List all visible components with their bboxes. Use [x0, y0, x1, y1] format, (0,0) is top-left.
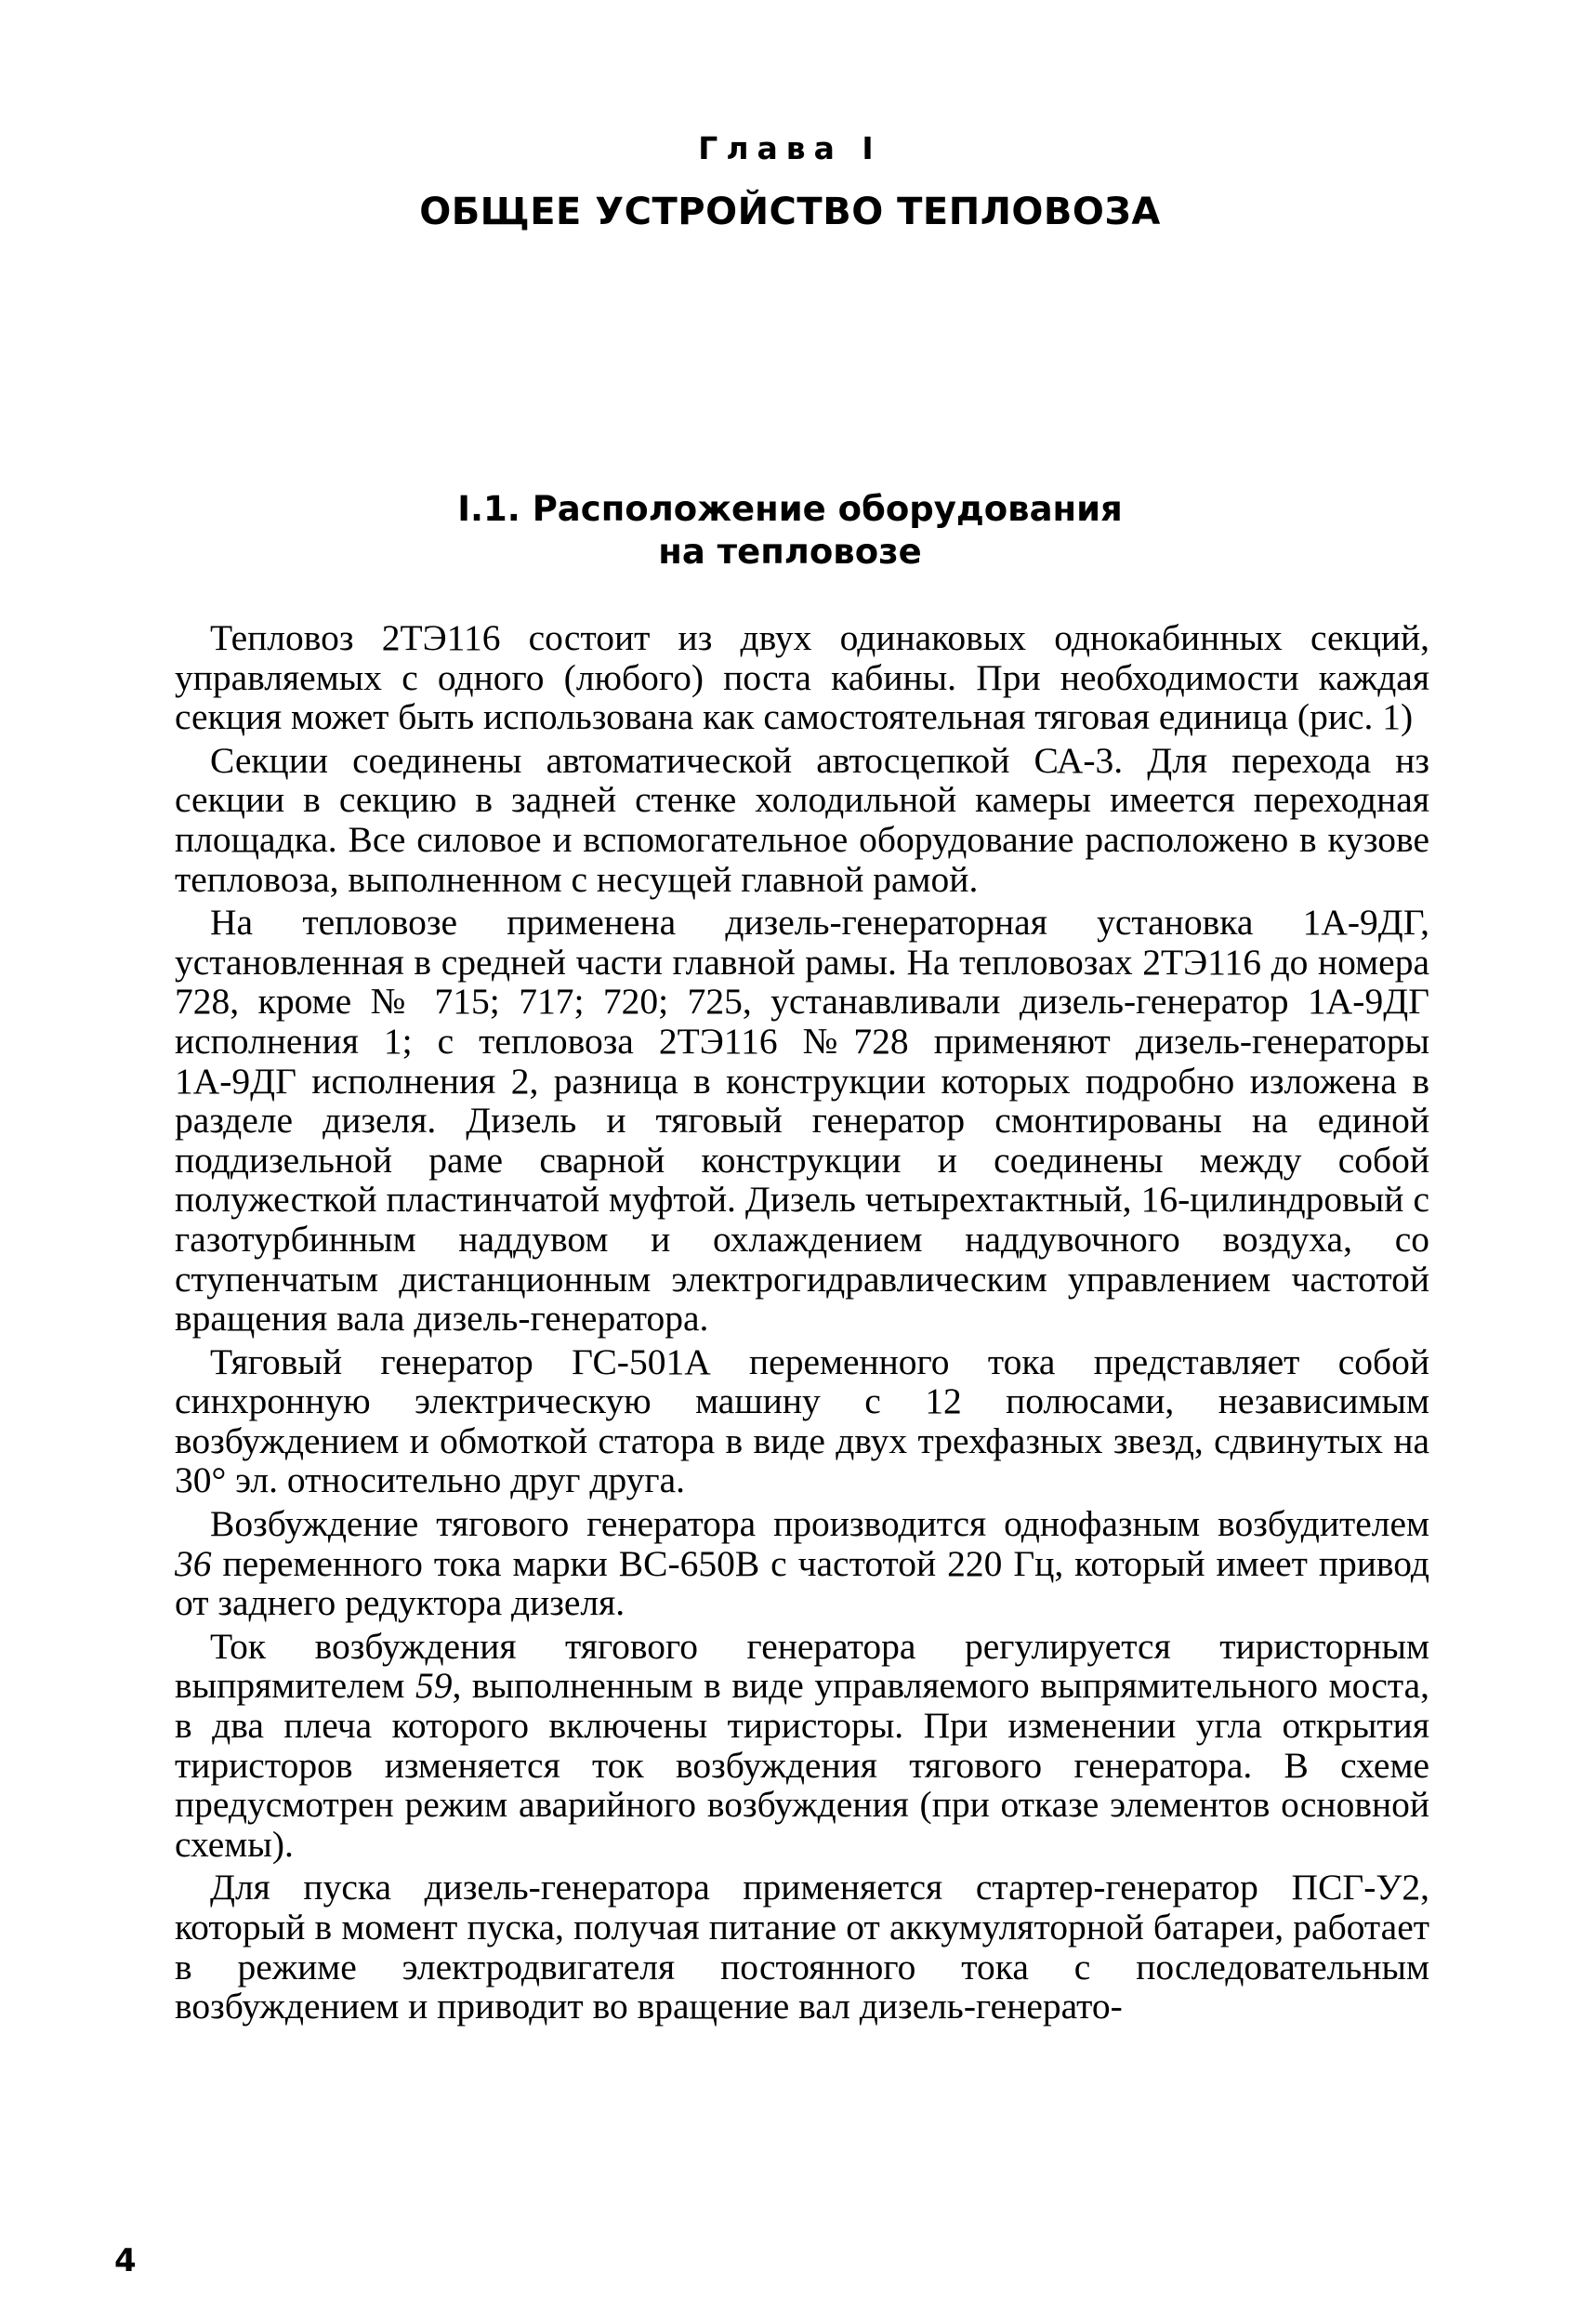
paragraph-6-text-end: , выполненным в виде управляемого выпрямительного моста, в два плеча которого включены тиристоры. При изменении угла открытия тиристоров изменяется ток возбуждения тягового генератора. В схеме предусмотрен режим аварийного возбуждения (при отказе элементов основной схемы). [175, 1665, 1430, 1865]
paragraph-7: Для пуска дизель-генератора применяется стартер-генератор ПСГ-У2, который в момент пуска, получая питание от аккумуляторной батареи, работает в режиме электродвигателя постоянного тока с последовательным возбуждением и приводит во вращение вал дизель-генерато- [175, 1867, 1429, 2027]
chapter-label: Глава I [698, 130, 882, 166]
body-text [175, 618, 1429, 2030]
paragraph-6 [175, 1627, 1429, 1865]
paragraph-5 [175, 1504, 1429, 1623]
paragraph-3: На тепловозе применена дизель-генераторная установка 1А-9ДГ, установленная в средней части главной рамы. На тепловозах 2ТЭ116 до номера 728, кроме № 715; 717; 720; 725, устанавливали дизель-генератор 1А-9ДГ исполнения 1; с тепловоза 2ТЭ116 №728 применяют дизель-генераторы 1А-9ДГ исполнения 2, разница в конструкции которых подробно изложена в разделе дизеля. Дизель и тяговый генератор смонтированы на единой поддизельной раме сварной конструкции и соединены между собой полужесткой пластинчатой муфтой. Дизель четырехтактный, 16-цилиндровый с газотурбинным наддувом и охлаждением наддувочного воздуха, со ступенчатым дистанционным электрогидравлическим управлением частотой вращения вала дизель-генератора. [175, 902, 1429, 1340]
paragraph-1: Тепловоз 2ТЭ116 состоит из двух одинаковых однокабинных секций, управляемых с одного (любого) поста кабины. При необходимости каждая секция может быть использована как самостоятельная тяговая единица (рис. 1) [175, 617, 1429, 738]
paragraph-6-text-start: Ток возбуждения тягового генератора регулируется тиристорным выпрямителем [175, 1625, 1429, 1707]
section-title-line-2: на тепловозе [658, 532, 922, 572]
figure-reference-36: 36 [175, 1542, 212, 1584]
paragraph-5-text-end: переменного тока марки ВС-650В с частотой 220 Гц, который имеет привод от заднего редуктора дизеля. [175, 1542, 1429, 1624]
section-title-line-1: I.1. Расположение оборудования [457, 489, 1123, 529]
paragraph-4: Тяговый генератор ГС-501А переменного тока представляет собой синхронную электрическую машину с 12 полюсами, независимым возбуждением и обмоткой статора в виде двух трехфазных звезд, сдвинутых на 30° эл. относительно друг друга. [175, 1340, 1429, 1501]
chapter-title: ОБЩЕЕ УСТРОЙСТВО ТЕПЛОВОЗА [419, 191, 1161, 233]
page-number: 4 [114, 2242, 137, 2279]
paragraph-5-text-start: Возбуждение тягового генератора производится однофазным возбудителем [210, 1503, 1429, 1545]
paragraph-2: Секции соединены автоматической автосцепкой СА-3. Для перехода нз секции в секцию в задней стенке холодильной камеры имеется переходная площадка. Все силовое и вспомогательное оборудование расположено в кузове тепловоза, выполненном с несущей главной рамой. [175, 739, 1429, 900]
section-title [0, 488, 1580, 574]
figure-reference-59: 59 [415, 1665, 453, 1707]
